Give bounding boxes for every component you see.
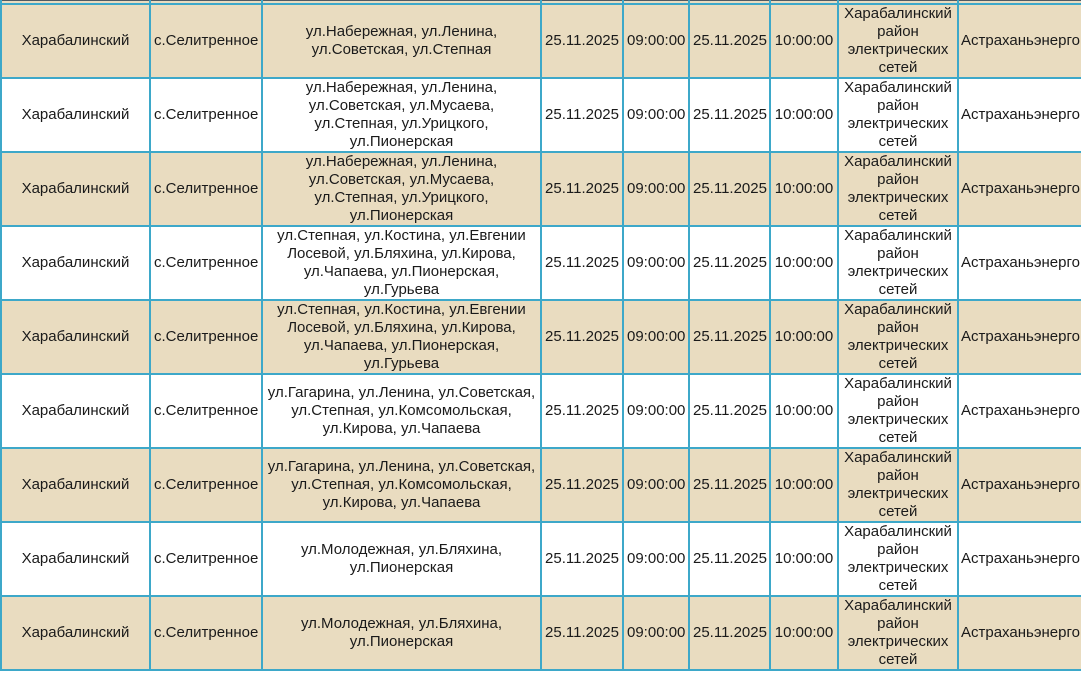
cell-district: Харабалинский	[1, 448, 150, 522]
cell-settlement: с.Селитренное	[150, 374, 262, 448]
cell-end-time: 10:00:00	[770, 78, 838, 152]
cell-settlement: с.Селитренное	[150, 226, 262, 300]
cell-settlement: с.Селитренное	[150, 78, 262, 152]
cell-end-time: 10:00:00	[770, 226, 838, 300]
cell-end-date: 25.11.2025	[689, 374, 770, 448]
table-row	[1, 4, 1081, 78]
cell-streets: ул.Набережная, ул.Ленина, ул.Советская, ул.Мусаева, ул.Степная, ул.Урицкого, ул.Пионерская	[262, 152, 541, 226]
cell-end-date: 25.11.2025	[689, 4, 770, 78]
cell-start-time: 09:00:00	[623, 152, 689, 226]
cell-power-company: Астраханьэнерго	[958, 226, 1081, 300]
cell-end-time: 10:00:00	[770, 448, 838, 522]
cell-start-time: 09:00:00	[623, 4, 689, 78]
cell-power-company: Астраханьэнерго	[958, 522, 1081, 596]
cell-settlement: с.Селитренное	[150, 448, 262, 522]
cell-end-time: 10:00:00	[770, 300, 838, 374]
cell-end-time: 10:00:00	[770, 152, 838, 226]
cell-streets: ул.Гагарина, ул.Ленина, ул.Советская, ул.Степная, ул.Комсомольская, ул.Кирова, ул.Чапаева	[262, 448, 541, 522]
cell-network-organization: Харабалинский район электрических сетей	[838, 226, 958, 300]
cell-start-time: 09:00:00	[623, 226, 689, 300]
cell-end-time: 10:00:00	[770, 522, 838, 596]
cell-district: Харабалинский	[1, 596, 150, 670]
cell-end-time: 10:00:00	[770, 4, 838, 78]
cell-network-organization: Харабалинский район электрических сетей	[838, 596, 958, 670]
cell-start-time: 09:00:00	[623, 596, 689, 670]
cell-end-date: 25.11.2025	[689, 300, 770, 374]
cell-start-date: 25.11.2025	[541, 226, 623, 300]
cell-end-date: 25.11.2025	[689, 152, 770, 226]
cell-start-time: 09:00:00	[623, 78, 689, 152]
table-row	[1, 596, 1081, 670]
cell-network-organization: Харабалинский район электрических сетей	[838, 448, 958, 522]
cell-settlement: с.Селитренное	[150, 522, 262, 596]
cell-end-date: 25.11.2025	[689, 596, 770, 670]
cell-start-date: 25.11.2025	[541, 300, 623, 374]
cell-power-company: Астраханьэнерго	[958, 78, 1081, 152]
cell-network-organization: Харабалинский район электрических сетей	[838, 152, 958, 226]
cell-network-organization: Харабалинский район электрических сетей	[838, 300, 958, 374]
cell-streets: ул.Набережная, ул.Ленина, ул.Советская, ул.Степная	[262, 4, 541, 78]
cell-network-organization: Харабалинский район электрических сетей	[838, 522, 958, 596]
table-row	[1, 522, 1081, 596]
cell-settlement: с.Селитренное	[150, 596, 262, 670]
cell-start-date: 25.11.2025	[541, 374, 623, 448]
cell-settlement: с.Селитренное	[150, 300, 262, 374]
cell-streets: ул.Молодежная, ул.Бляхина, ул.Пионерская	[262, 522, 541, 596]
table-row	[1, 226, 1081, 300]
cell-district: Харабалинский	[1, 4, 150, 78]
cell-power-company: Астраханьэнерго	[958, 4, 1081, 78]
cell-district: Харабалинский	[1, 152, 150, 226]
cell-start-time: 09:00:00	[623, 448, 689, 522]
cell-network-organization: Харабалинский район электрических сетей	[838, 78, 958, 152]
cell-streets: ул.Набережная, ул.Ленина, ул.Советская, ул.Мусаева, ул.Степная, ул.Урицкого, ул.Пионерская	[262, 78, 541, 152]
table-row	[1, 78, 1081, 152]
cell-end-date: 25.11.2025	[689, 448, 770, 522]
cell-district: Харабалинский	[1, 300, 150, 374]
cell-settlement: с.Селитренное	[150, 152, 262, 226]
cell-streets: ул.Молодежная, ул.Бляхина, ул.Пионерская	[262, 596, 541, 670]
cell-start-date: 25.11.2025	[541, 78, 623, 152]
cell-end-date: 25.11.2025	[689, 226, 770, 300]
cell-district: Харабалинский	[1, 226, 150, 300]
cell-start-time: 09:00:00	[623, 522, 689, 596]
cell-power-company: Астраханьэнерго	[958, 152, 1081, 226]
cell-start-time: 09:00:00	[623, 300, 689, 374]
cell-district: Харабалинский	[1, 522, 150, 596]
table-row	[1, 374, 1081, 448]
cell-end-time: 10:00:00	[770, 596, 838, 670]
cell-power-company: Астраханьэнерго	[958, 300, 1081, 374]
table-row	[1, 448, 1081, 522]
cell-start-date: 25.11.2025	[541, 448, 623, 522]
cell-start-date: 25.11.2025	[541, 152, 623, 226]
cell-start-time: 09:00:00	[623, 374, 689, 448]
cell-end-time: 10:00:00	[770, 374, 838, 448]
cell-settlement: с.Селитренное	[150, 4, 262, 78]
cell-start-date: 25.11.2025	[541, 4, 623, 78]
table-row	[1, 152, 1081, 226]
cell-end-date: 25.11.2025	[689, 78, 770, 152]
cell-power-company: Астраханьэнерго	[958, 374, 1081, 448]
cell-district: Харабалинский	[1, 78, 150, 152]
cell-network-organization: Харабалинский район электрических сетей	[838, 4, 958, 78]
cell-power-company: Астраханьэнерго	[958, 448, 1081, 522]
cell-network-organization: Харабалинский район электрических сетей	[838, 374, 958, 448]
cell-start-date: 25.11.2025	[541, 596, 623, 670]
cell-power-company: Астраханьэнерго	[958, 596, 1081, 670]
cell-district: Харабалинский	[1, 374, 150, 448]
table-body	[1, 1, 1081, 670]
cell-streets: ул.Степная, ул.Костина, ул.Евгении Лосевой, ул.Бляхина, ул.Кирова, ул.Чапаева, ул.Пионерская, ул.Гурьева	[262, 300, 541, 374]
cell-streets: ул.Степная, ул.Костина, ул.Евгении Лосевой, ул.Бляхина, ул.Кирова, ул.Чапаева, ул.Пионерская, ул.Гурьева	[262, 226, 541, 300]
cell-start-date: 25.11.2025	[541, 522, 623, 596]
cell-streets: ул.Гагарина, ул.Ленина, ул.Советская, ул.Степная, ул.Комсомольская, ул.Кирова, ул.Чапаева	[262, 374, 541, 448]
cell-end-date: 25.11.2025	[689, 522, 770, 596]
table-row	[1, 300, 1081, 374]
